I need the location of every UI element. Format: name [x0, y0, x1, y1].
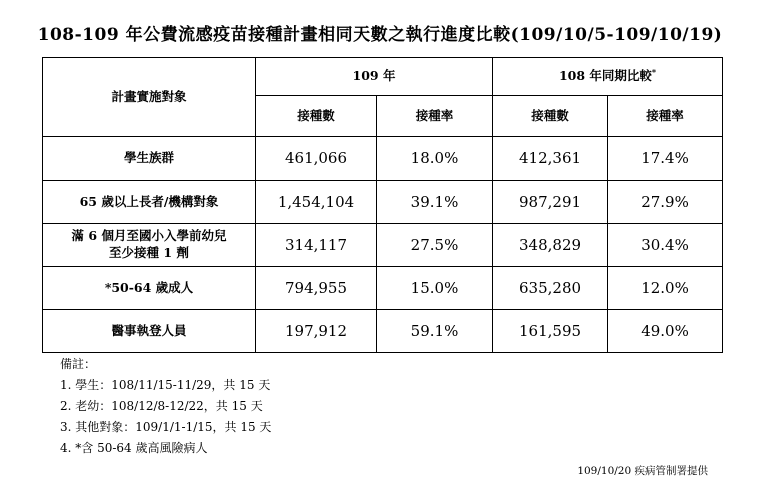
year-109-header: 109 年	[256, 58, 493, 96]
count-109-cell: 794,955	[256, 267, 377, 310]
year-108-header-mark: *	[651, 67, 657, 78]
table-row	[43, 267, 723, 310]
count-108-cell: 987,291	[493, 181, 608, 224]
row-label: 醫事執登人員	[43, 310, 256, 353]
rate-108-cell: 12.0%	[608, 267, 723, 310]
table-row	[43, 181, 723, 224]
year-108-header	[493, 58, 723, 96]
count-109-cell: 314,117	[256, 224, 377, 267]
rate-108-cell: 17.4%	[608, 137, 723, 181]
source-credit: 109/10/20 疾病管制署提供	[577, 465, 708, 477]
count-109-cell: 197,912	[256, 310, 377, 353]
count-109-cell: 1,454,104	[256, 181, 377, 224]
table-row	[43, 310, 723, 353]
rate-109-cell: 18.0%	[377, 137, 493, 181]
count-108-cell: 161,595	[493, 310, 608, 353]
rate-108-cell: 49.0%	[608, 310, 723, 353]
rate-109-cell: 15.0%	[377, 267, 493, 310]
row-label-line: 至少接種 1 劑	[109, 245, 189, 260]
rate-109-header: 接種率	[377, 96, 493, 137]
rate-109-cell: 39.1%	[377, 181, 493, 224]
rate-108-cell: 30.4%	[608, 224, 723, 267]
count-108-cell: 348,829	[493, 224, 608, 267]
notes-heading: 備註：	[60, 357, 97, 371]
row-label: 學生族群	[43, 137, 256, 181]
vaccination-progress-table	[42, 57, 723, 353]
count-108-header: 接種數	[493, 96, 608, 137]
row-label-line: 滿 6 個月至國小入學前幼兒	[71, 228, 227, 244]
count-109-cell: 461,066	[256, 137, 377, 181]
note-item: 3. 其他對象：109/1/1-1/15，共 15 天	[60, 420, 272, 434]
row-label	[43, 224, 256, 267]
rate-108-header: 接種率	[608, 96, 723, 137]
target-header: 計畫實施對象	[43, 58, 256, 137]
count-109-header: 接種數	[256, 96, 377, 137]
page-title: 108-109 年公費流感疫苗接種計畫相同天數之執行進度比較(109/10/5-109/10/19)	[37, 25, 723, 45]
table-row	[43, 137, 723, 181]
rate-108-cell: 27.9%	[608, 181, 723, 224]
rate-109-cell: 59.1%	[377, 310, 493, 353]
table-row	[43, 224, 723, 267]
note-item: 1. 學生：108/11/15-11/29，共 15 天	[60, 378, 271, 392]
note-item: 4. *含 50-64 歲高風險病人	[60, 441, 208, 455]
count-108-cell: 412,361	[493, 137, 608, 181]
rate-109-cell: 27.5%	[377, 224, 493, 267]
notes-section	[60, 354, 271, 459]
note-item: 2. 老幼：108/12/8-12/22，共 15 天	[60, 399, 263, 413]
row-label: 65 歲以上長者/機構對象	[43, 181, 256, 224]
year-108-header-text: 108 年同期比較	[558, 68, 652, 84]
count-108-cell: 635,280	[493, 267, 608, 310]
row-label: *50-64 歲成人	[43, 267, 256, 310]
